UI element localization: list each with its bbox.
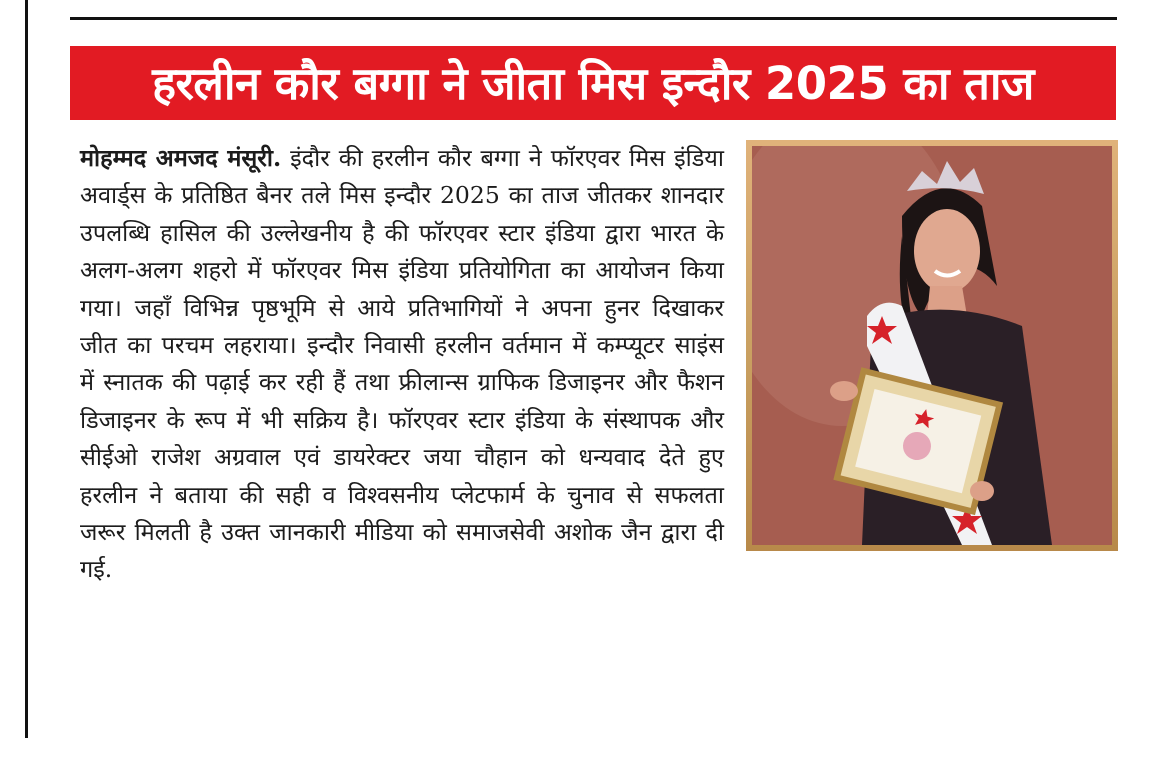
headline: हरलीन कौर बग्गा ने जीता मिस इन्दौर 2025 का ताज xyxy=(152,56,1034,110)
winner-photo-frame xyxy=(746,140,1118,551)
column-rule xyxy=(25,0,28,738)
byline: मोहम्मद अमजद मंसूरी. xyxy=(80,144,282,172)
article-text: इंदौर की हरलीन कौर बग्गा ने फॉरएवर मिस इंडिया अवार्ड्स के प्रतिष्ठित बैनर तले मिस इन्दौर 2025 का ताज जीतकर शानदार उपलब्धि हासिल की उल्लेखनीय है की फॉरएवर स्टार इंडिया द्वारा भारत के अलग-अलग शहरो में फॉरएवर मिस इंडिया प्रतियोगिता का आयोजन किया गया। जहाँ विभिन्न पृष्ठभूमि से आये प्रतिभागियों ने अपना हुनर दिखाकर जीत का परचम लहराया। इन्दौर निवासी हरलीन वर्तमान में कम्प्यूटर साइंस में स्नातक की पढ़ाई कर रही हैं तथा फ्रीलान्स ग्राफिक डिजाइनर और फैशन डिजाइनर के रूप में भी सक्रिय है। फॉरएवर स्टार इंडिया के संस्थापक और सीईओ राजेश अग्रवाल एवं डायरेक्टर जया चौहान को धन्यवाद देते हुए हरलीन ने बताया की सही व विश्वसनीय प्लेटफार्म के चुनाव से सफलता जरूर मिलती है उक्त जानकारी मीडिया को समाजसेवी अशोक जैन द्वारा दी गई. xyxy=(80,144,724,584)
headline-banner xyxy=(70,46,1116,120)
winner-photo-illustration xyxy=(752,146,1112,545)
winner-photo xyxy=(752,146,1112,545)
top-divider xyxy=(70,17,1117,20)
article-body xyxy=(80,140,1118,589)
